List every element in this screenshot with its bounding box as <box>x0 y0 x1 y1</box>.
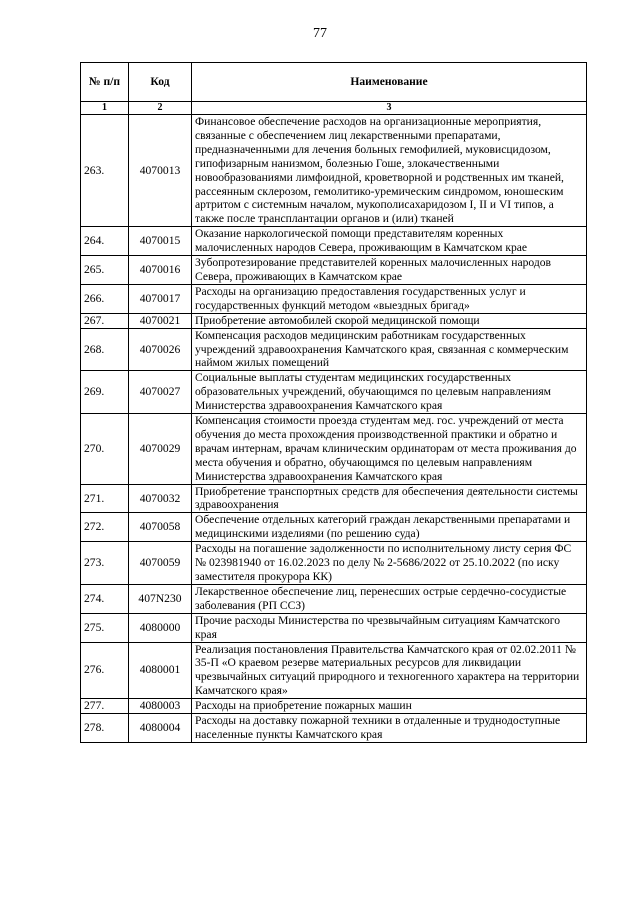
row-code: 4070021 <box>129 313 192 328</box>
header-name: Наименование <box>192 63 587 102</box>
row-name: Приобретение транспортных средств для обеспечения деятельности системы здравоохранения <box>192 484 587 513</box>
row-number: 278. <box>81 714 129 743</box>
row-name: Социальные выплаты студентам медицинских государственных образовательных учреждений, обучающимся по целевым направлениям Министерства здравоохранения Камчатского края <box>192 371 587 414</box>
row-number: 277. <box>81 699 129 714</box>
row-number: 263. <box>81 115 129 227</box>
row-name: Зубопротезирование представителей коренных малочисленных народов Севера, проживающих в Камчатском крае <box>192 256 587 285</box>
row-code: 4070016 <box>129 256 192 285</box>
row-code: 4070059 <box>129 542 192 585</box>
table-row <box>81 328 587 371</box>
row-code: 4080000 <box>129 613 192 642</box>
row-name: Расходы на доставку пожарной техники в отдаленные и труднодоступные населенные пункты Камчатского края <box>192 714 587 743</box>
row-code: 4080001 <box>129 642 192 699</box>
row-number: 276. <box>81 642 129 699</box>
row-code: 4070026 <box>129 328 192 371</box>
row-number: 267. <box>81 313 129 328</box>
row-name: Реализация постановления Правительства Камчатского края от 02.02.2011 № 35-П «О краевом резерве материальных ресурсов для ликвидации чрезвычайных ситуаций природного и техногенного характера на территории Камчатского края» <box>192 642 587 699</box>
table-row <box>81 613 587 642</box>
table-row <box>81 699 587 714</box>
row-name: Расходы на приобретение пожарных машин <box>192 699 587 714</box>
row-number: 275. <box>81 613 129 642</box>
row-number: 268. <box>81 328 129 371</box>
row-code: 4070013 <box>129 115 192 227</box>
row-code: 4070029 <box>129 414 192 485</box>
row-name: Прочие расходы Министерства по чрезвычайным ситуациям Камчатского края <box>192 613 587 642</box>
column-number-row <box>81 102 587 115</box>
row-name: Расходы на погашение задолженности по исполнительному листу серия ФС № 023981940 от 16.02.2023 по делу № 2-5686/2022 от 25.10.2022 (по иску заместителя прокурора КК) <box>192 542 587 585</box>
row-number: 271. <box>81 484 129 513</box>
table-row <box>81 313 587 328</box>
row-number: 270. <box>81 414 129 485</box>
column-number: 3 <box>192 102 587 115</box>
table-row <box>81 371 587 414</box>
table-row <box>81 642 587 699</box>
table-row <box>81 542 587 585</box>
row-name: Компенсация расходов медицинским работникам государственных учреждений здравоохранения Камчатского края, связанная с коммерческим наймом жилых помещений <box>192 328 587 371</box>
row-number: 273. <box>81 542 129 585</box>
row-number: 266. <box>81 284 129 313</box>
budget-codes-table <box>80 62 587 743</box>
row-number: 269. <box>81 371 129 414</box>
row-name: Лекарственное обеспечение лиц, перенесших острые сердечно-сосудистые заболевания (РП ССЗ) <box>192 584 587 613</box>
table-row <box>81 227 587 256</box>
row-code: 4070015 <box>129 227 192 256</box>
row-name: Обеспечение отдельных категорий граждан лекарственными препаратами и медицинскими изделиями (по решению суда) <box>192 513 587 542</box>
row-name: Оказание наркологической помощи представителям коренных малочисленных народов Севера, проживающим в Камчатском крае <box>192 227 587 256</box>
header-number: № п/п <box>81 63 129 102</box>
table-row <box>81 584 587 613</box>
page-number: 77 <box>313 26 327 41</box>
row-number: 264. <box>81 227 129 256</box>
table-row <box>81 284 587 313</box>
row-name: Расходы на организацию предоставления государственных услуг и государственных функций методом «выездных бригад» <box>192 284 587 313</box>
row-code: 4080004 <box>129 714 192 743</box>
table-row <box>81 513 587 542</box>
row-code: 4070032 <box>129 484 192 513</box>
row-name: Приобретение автомобилей скорой медицинской помощи <box>192 313 587 328</box>
row-name: Финансовое обеспечение расходов на организационные мероприятия, связанные с обеспечением лиц лекарственными препаратами, предназначенными для лечения больных гемофилией, муковисцидозом, гипофизарным нанизмом, болезнью Гоше, злокачественными новообразованиями лимфоидной, кроветворной и родственных им тканей, рассеянным склерозом, гемолитико-уремическим синдромом, юношеским артритом с системным началом, мукополисахаридозом I, II и VI типов, а также после трансплантации органов и (или) тканей <box>192 115 587 227</box>
header-code: Код <box>129 63 192 102</box>
row-number: 274. <box>81 584 129 613</box>
row-code: 4080003 <box>129 699 192 714</box>
table-row <box>81 414 587 485</box>
column-number: 2 <box>129 102 192 115</box>
row-code: 4070017 <box>129 284 192 313</box>
row-name: Компенсация стоимости проезда студентам мед. гос. учреждений от места обучения до места прохождения производственной практики и обратно и врачам интернам, врачам клиническим ординаторам от места проживания до места обучения и обратно, обучающимся по целевым направлениям Министерства здравоохранения Камчатского края <box>192 414 587 485</box>
row-code: 407N230 <box>129 584 192 613</box>
row-code: 4070027 <box>129 371 192 414</box>
table-row <box>81 256 587 285</box>
table-header-row <box>81 63 587 102</box>
table-row <box>81 115 587 227</box>
row-number: 272. <box>81 513 129 542</box>
table-row <box>81 484 587 513</box>
row-code: 4070058 <box>129 513 192 542</box>
row-number: 265. <box>81 256 129 285</box>
table-row <box>81 714 587 743</box>
column-number: 1 <box>81 102 129 115</box>
